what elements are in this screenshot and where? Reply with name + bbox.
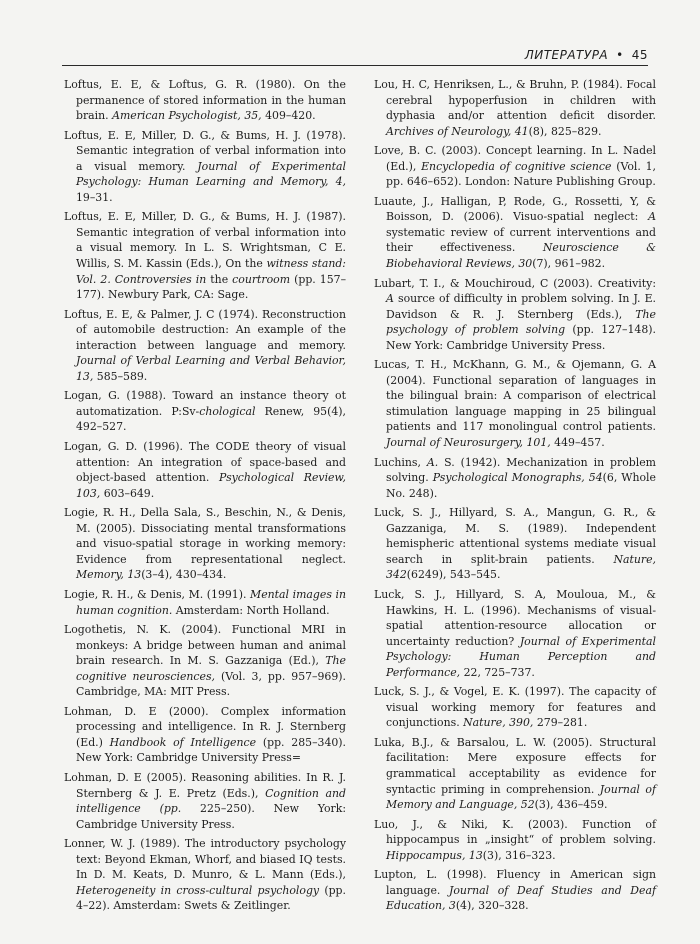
- references-body: [64, 77, 656, 918]
- reference-text-segment: the: [206, 272, 233, 286]
- reference-italic-segment: Mental images in human cognition.: [76, 587, 346, 617]
- reference-text-segment: Loftus, E. E, Miller, D. G., & Bums, H. J. (1987). Semantic integration of verbal information into a visual memory. In L. S. Wrightsman, C E. Willis, S. M. Kassin (Eds.), On the: [64, 210, 346, 271]
- reference-text-segment: (3), 316–323.: [482, 848, 556, 862]
- running-header: [62, 44, 648, 66]
- reference-italic-segment: Nature, 390,: [463, 716, 534, 730]
- reference-entry: [64, 307, 346, 385]
- reference-text-segment: (Vol. 3, pp. 957–969). Cambridge, MA: MIT Press.: [76, 669, 346, 699]
- reference-text-segment: Luka, B.J., & Barsalou, L. W. (2005). Structural facilitation: Mere exposure effects for grammatical acceptability as evidence for syntactic priming in comprehension.: [374, 735, 656, 796]
- reference-text-segment: Luck, S. J., Hillyard, S. A., Mangun, G. R., & Gazzaniga, M. S. (1989). Independent hemispheric attentional systems mediate visual search in split-brain patients.: [374, 506, 656, 566]
- reference-text-segment: Renew, 95(4), 492–527.: [76, 404, 346, 434]
- reference-text-segment: 22, 725–737.: [460, 665, 535, 679]
- reference-text-segment: Lubart, T. I., & Mouchiroud, C (2003). Creativity:: [374, 276, 656, 290]
- reference-italic-segment: Cognition and intelligence (pp.: [76, 786, 346, 816]
- reference-text-segment: Loftus, E. E, Miller, D. G., & Bums, H. J. (1978). Semantic integration of verbal information into a visual memory.: [64, 128, 346, 173]
- reference-text-segment: (3–4), 430–434.: [141, 568, 227, 582]
- reference-entry: [64, 209, 346, 302]
- reference-italic-segment: witness stand: Vol. 2. Controversies in: [76, 257, 346, 286]
- reference-entry: [374, 684, 656, 731]
- header-bullet: •: [616, 48, 624, 62]
- page-number: 45: [631, 48, 648, 62]
- reference-italic-segment: Memory, 13: [76, 568, 142, 582]
- reference-italic-segment: The psychology of problem solving: [386, 307, 656, 337]
- reference-entry: [64, 439, 346, 501]
- reference-italic-segment: Handbook of Intelligence: [109, 735, 257, 749]
- reference-text-segment: (pp. 4–22). Amsterdam: Swets & Zeitlinger.: [76, 883, 346, 913]
- reference-text-segment: Luck, S. J., Hillyard, S. A, Mouloua, M., & Hawkins, H. L. (1996). Mechanisms of visual-spatial attention-resource allocation or uncertainty reduction?: [374, 587, 656, 648]
- reference-italic-segment: The cognitive neurosciences,: [76, 654, 346, 683]
- reference-italic-segment: courtroom: [232, 272, 291, 286]
- reference-italic-segment: chological: [199, 404, 256, 418]
- reference-italic-segment: Journal of Experimental Psychology: Human Perception and Performance,: [386, 634, 656, 679]
- reference-italic-segment: Heterogeneity in cross-cultural psychology: [76, 883, 320, 897]
- reference-text-segment: (pp. 127–148). New York: Cambridge University Press.: [386, 323, 656, 352]
- reference-text-segment: Lonner, W. J. (1989). The introductory psychology text: Beyond Ekman, Whorf, and biased IQ tests. In D. M. Keats, D. Munro, & L. Mann (Eds.),: [64, 837, 346, 882]
- reference-text-segment: Luo, J., & Niki, K. (2003). Function of hippocampus in „insight“ of problem solving.: [374, 817, 656, 847]
- reference-text-segment: systematic review of current interventions and their effectiveness.: [386, 225, 656, 255]
- reference-text-segment: (Vol. 1, pp. 646–652). London: Nature Publishing Group.: [386, 159, 656, 189]
- reference-entry: [64, 505, 346, 583]
- reference-text-segment: 225–250). New York: Cambridge University Press.: [76, 802, 347, 831]
- reference-italic-segment: Nature, 342: [386, 552, 656, 582]
- reference-text-segment: (6, Whole No. 248).: [386, 471, 656, 500]
- reference-entry: [64, 587, 346, 618]
- reference-italic-segment: Journal of Verbal Learning and Verbal Behavior, 13,: [76, 354, 346, 383]
- reference-entry: [64, 77, 346, 124]
- reference-text-segment: (3), 436–459.: [534, 798, 608, 812]
- reference-entry: [374, 817, 656, 864]
- reference-text-segment: (6249), 543–545.: [406, 568, 501, 582]
- reference-text-segment: Luaute, J., Halligan, P, Rode, G., Rossetti, Y, & Boisson, D. (2006). Visuo-spatial neglect:: [374, 194, 656, 224]
- reference-entry: [374, 455, 656, 502]
- reference-entry: [374, 735, 656, 813]
- reference-entry: [374, 867, 656, 914]
- reference-text-segment: 585–589.: [93, 369, 148, 383]
- reference-text-segment: Logothetis, N. K. (2004). Functional MRI in monkeys: A bridge between human and animal brain research. In M. S. Gazzaniga (Ed.),: [64, 623, 346, 668]
- reference-text-segment: Loftus, E. E, & Palmer, J. C (1974). Reconstruction of automobile destruction: An example of the interaction between language and memory.: [64, 307, 346, 352]
- reference-text-segment: Lohman, D. E (2000). Complex information processing and intelligence. In R. J. Sternberg (Ed.): [64, 704, 346, 749]
- reference-text-segment: Logie, R. H., & Denis, M. (1991).: [64, 587, 251, 601]
- left-column: [64, 77, 346, 918]
- reference-italic-segment: Journal of Memory and Language, 52: [386, 782, 656, 812]
- section-title: ЛИТЕРАТУРА: [524, 48, 609, 62]
- reference-text-segment: Lupton, L. (1998). Fluency in American sign language.: [374, 868, 656, 897]
- reference-text-segment: Luck, S. J., & Vogel, E. K. (1997). The capacity of visual working memory for features and conjunctions.: [374, 685, 656, 730]
- reference-entry: [374, 505, 656, 583]
- reference-entry: [374, 587, 656, 680]
- reference-text-segment: Love, B. C. (2003). Concept learning. In L. Nadel (Ed.),: [374, 144, 656, 173]
- reference-text-segment: Loftus, E. E, & Loftus, G. R. (1980). On the permanence of stored information in the human brain.: [64, 78, 346, 123]
- reference-italic-segment: American Psychologist, 35,: [112, 109, 262, 123]
- reference-text-segment: (4), 320–328.: [455, 899, 529, 913]
- reference-italic-segment: Hippocampus, 13: [386, 848, 483, 862]
- reference-text-segment: 409–420.: [261, 109, 316, 123]
- right-column: [374, 77, 656, 918]
- reference-entry: [374, 357, 656, 450]
- reference-text-segment: Lou, H. C, Henriksen, L., & Bruhn, P. (1984). Focal cerebral hypoperfusion in children with dyphasia and/or attention deficit disorder.: [374, 78, 656, 123]
- reference-text-segment: Logie, R. H., Della Sala, S., Beschin, N., & Denis, M. (2005). Dissociating mental transformations and visuo-spatial storage in working memory: Evidence from representational neglect.: [64, 506, 346, 566]
- reference-text-segment: 279–281.: [533, 716, 588, 730]
- reference-text-segment: (pp. 285–340). New York: Cambridge University Press=: [76, 735, 347, 765]
- reference-text-segment: Lohman, D. E (2005). Reasoning abilities. In R. J. Sternberg & J. E. Pretz (Eds.),: [64, 770, 346, 800]
- reference-italic-segment: A.: [426, 455, 439, 469]
- reference-text-segment: Logan, G. D. (1996). The CODE theory of visual attention: An integration of space-based and object-based attention.: [64, 440, 346, 485]
- reference-italic-segment: Neuroscience & Biobehavioral Reviews, 30: [386, 241, 656, 271]
- reference-entry: [64, 836, 346, 914]
- reference-text-segment: (pp. 157–177). Newbury Park, CA: Sage.: [76, 272, 347, 302]
- reference-entry: [374, 143, 656, 190]
- reference-italic-segment: Psychological Review, 103,: [76, 471, 346, 500]
- reference-text-segment: Luchins,: [374, 455, 427, 469]
- reference-text-segment: Amsterdam: North Holland.: [172, 603, 330, 617]
- reference-entry: [64, 770, 346, 832]
- reference-text-segment: 19–31.: [76, 190, 113, 204]
- reference-entry: [374, 77, 656, 139]
- reference-text-segment: Logan, G. (1988). Toward an instance theory ot automatization. P:Sv-: [64, 389, 346, 418]
- reference-entry: [374, 194, 656, 272]
- reference-italic-segment: Psychological Monographs, 54: [432, 471, 603, 485]
- reference-entry: [374, 276, 656, 354]
- reference-text-segment: 449–457.: [550, 436, 605, 450]
- reference-italic-segment: Journal of Neurosurgery, 101,: [386, 436, 551, 450]
- reference-text-segment: (7), 961–982.: [532, 257, 606, 271]
- reference-entry: [64, 704, 346, 766]
- reference-text-segment: Lucas, T. H., McKhann, G. M., & Ojemann, G. A (2004). Functional separation of languages in the bilingual brain: A comparison of electrical stimulation language mapping in 25 bilingual patients and 117 monolingual control patients.: [374, 358, 656, 434]
- reference-italic-segment: A: [648, 210, 656, 224]
- reference-italic-segment: Journal of Experimental Psychology: Human Learning and Memory, 4,: [76, 159, 347, 189]
- reference-text-segment: 603–649.: [100, 486, 155, 500]
- reference-entry: [64, 388, 346, 435]
- reference-italic-segment: Archives of Neurology, 41: [386, 124, 529, 138]
- reference-entry: [64, 622, 346, 700]
- reference-text-segment: source of difficulty in problem solving. In J. E. Davidson & R. J. Sternberg (Eds.),: [386, 292, 656, 321]
- reference-italic-segment: Encyclopedia of cognitive science: [421, 159, 612, 173]
- reference-italic-segment: Journal of Deaf Studies and Deaf Education, 3: [386, 883, 656, 913]
- reference-entry: [64, 128, 346, 206]
- reference-text-segment: S. (1942). Mechanization in problem solving.: [386, 455, 657, 485]
- reference-italic-segment: A: [386, 292, 394, 306]
- reference-text-segment: (8), 825–829.: [528, 124, 602, 138]
